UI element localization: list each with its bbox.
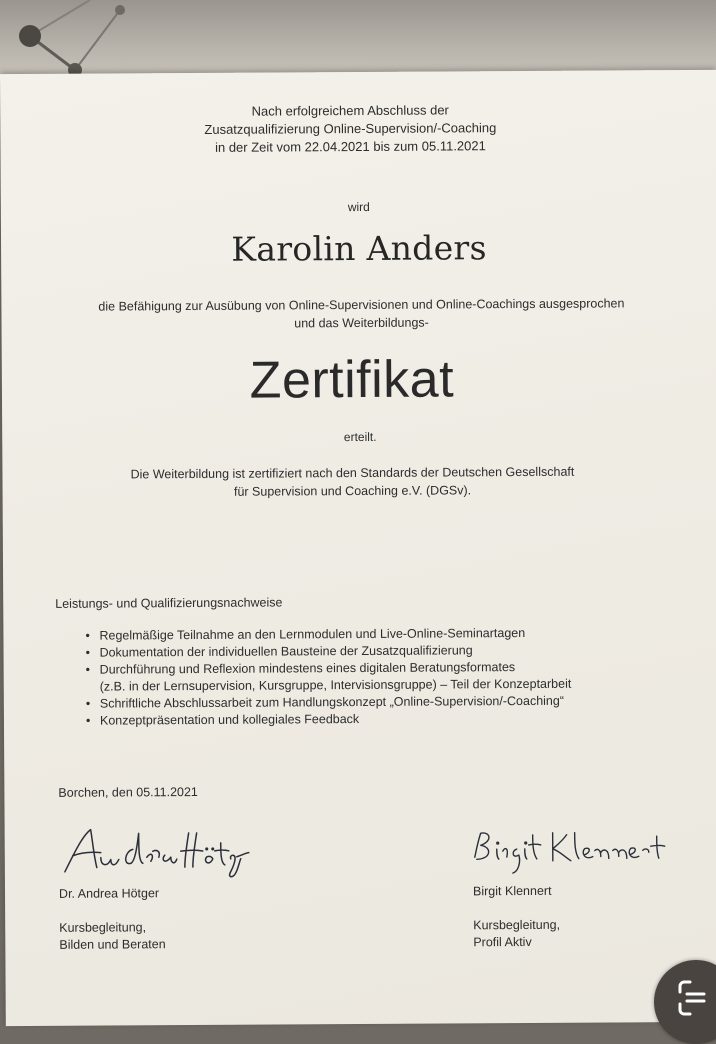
accreditation-line: Die Weiterbildung ist zertifiziert nach den Standards der Deutschen Gesellschaft [130,464,575,482]
intro-line: in der Zeit vom 22.04.2021 bis zum 05.11.2021 [215,138,486,155]
molecule-decoration-icon [0,0,160,80]
list-item-text: Durchführung und Reflexion mindestens eines digitalen Beratungsformates [99,660,516,677]
bullet-icon: • [85,662,91,677]
list-item-text: Schriftliche Abschlussarbeit zum Handlungskonzept „Online-Supervision/-Coaching“ [99,693,565,711]
scan-document-icon [674,978,714,1018]
signer-role-line: Kursbegleitung, [59,920,147,935]
list-item-text: Dokumentation der individuellen Bausteine der Zusatzqualifizierung [99,643,473,660]
erteilt-text: erteilt. [343,429,377,445]
certificate-title: Zertifikat [249,350,455,410]
section-title: Leistungs- und Qualifizierungsnachweise [55,595,283,611]
intro-line: Nach erfolgreichem Abschluss der [251,102,449,119]
signer-role [59,919,166,954]
photo-backdrop [0,0,716,80]
certificate-page [0,70,716,1026]
accreditation-line: für Supervision und Coaching e.V. (DGSv). [233,483,472,499]
qualification-line: und das Weiterbildungs- [294,315,429,331]
list-item [86,709,686,730]
bullet-icon: • [85,713,91,728]
wird-text: wird [347,199,370,215]
signature-birgit-klennert [467,826,667,875]
signer-role-line: Bilden und Beraten [59,937,166,952]
signer-role-line: Kursbegleitung, [473,917,561,933]
qualification-statement [31,294,691,334]
list-item-continuation: (z.B. in der Lernsupervision, Kursgruppe, Intervisionsgruppe) – Teil der Konzeptarbeit [99,676,572,694]
bullet-icon: • [85,628,90,643]
place-date: Borchen, den 05.11.2021 [58,784,198,800]
signer-role-line: Profil Aktiv [473,934,532,950]
signer-name: Birgit Klennert [472,883,552,899]
signer-role [473,917,560,952]
list-item-text: Regelmäßige Teilnahme an den Lernmodulen und Live-Online-Seminartagen [99,625,526,643]
qualification-line: die Befähigung zur Ausübung von Online-Supervisionen und Online-Coachings ausgesprochen [98,296,625,314]
requirements-list [85,624,686,730]
signature-andrea-hoetger [61,821,251,880]
list-item-text: Konzeptpräsentation und kollegiales Feedback [99,712,360,728]
bullet-icon: • [85,645,90,660]
intro-line: Zusatzqualifizierung Online-Supervision/-Coaching [204,120,497,137]
list-item [86,658,686,696]
intro-text [180,101,520,157]
recipient-name: Karolin Anders [231,228,487,269]
bullet-icon: • [85,696,91,711]
accreditation-statement [82,462,622,501]
signer-name: Dr. Andrea Hötger [58,886,160,901]
